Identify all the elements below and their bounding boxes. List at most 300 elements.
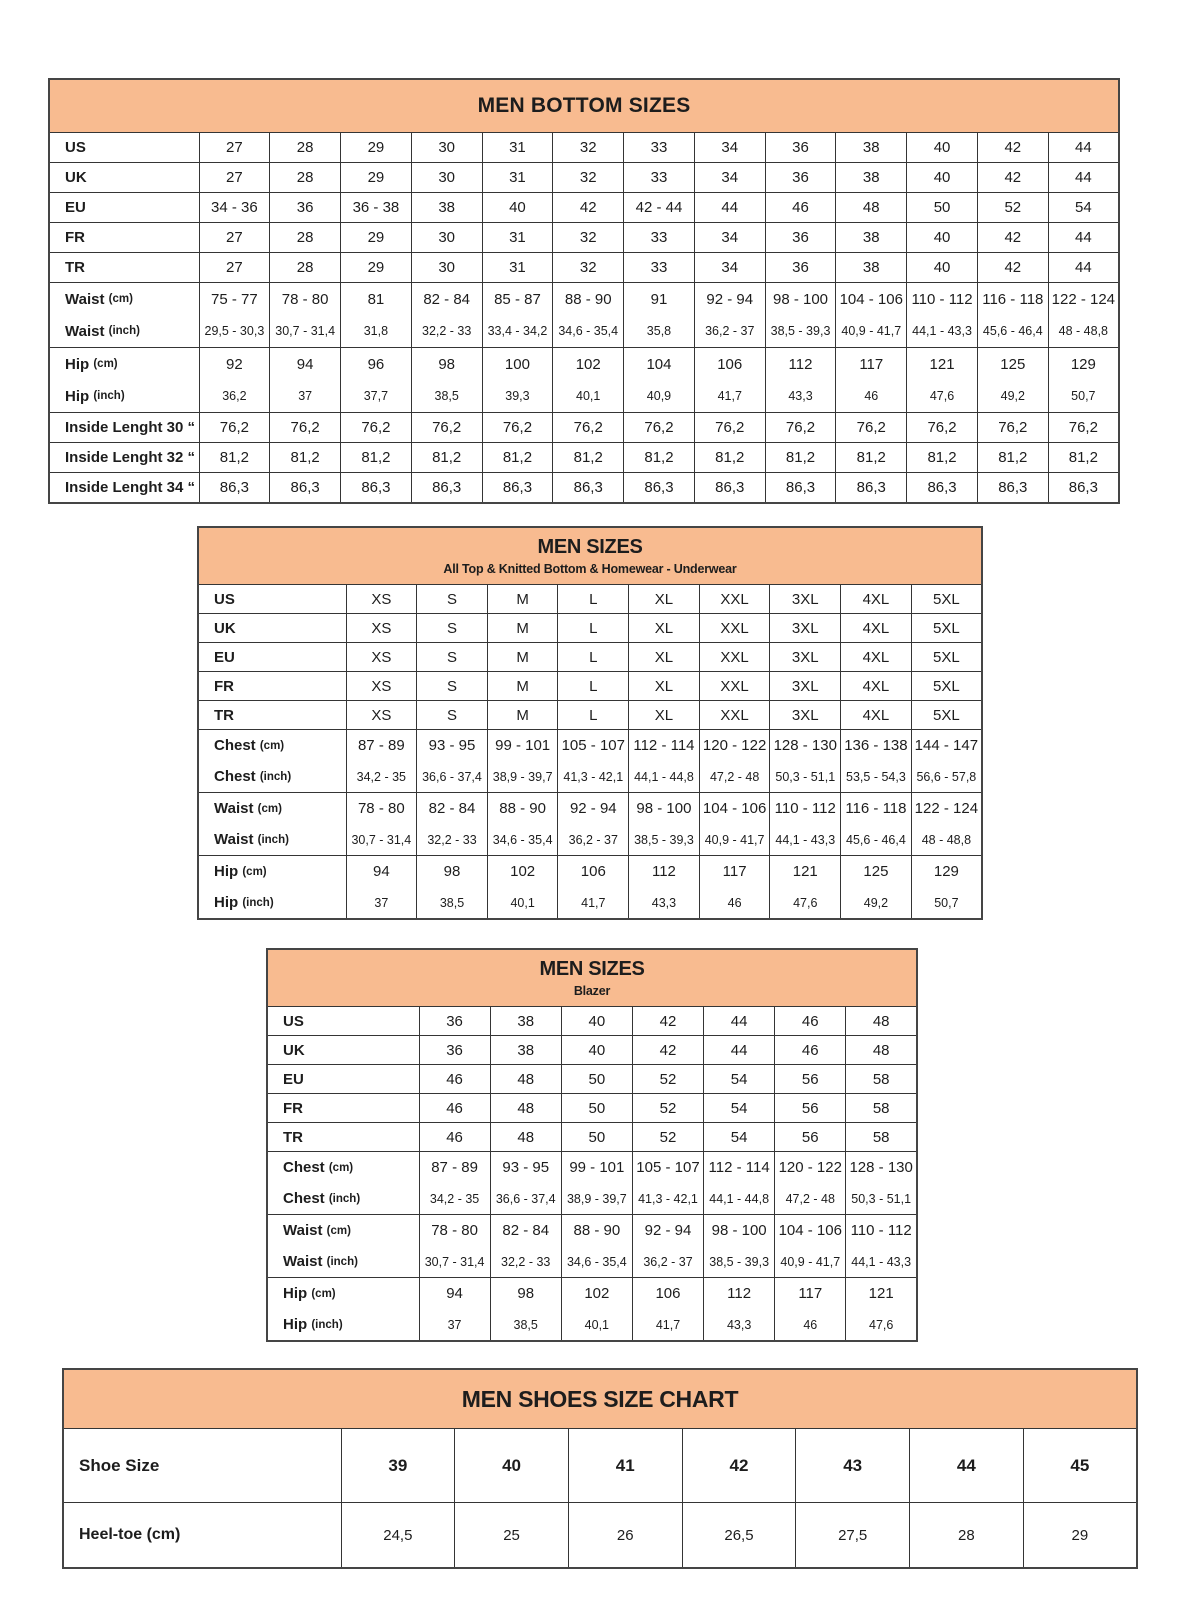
size-cell: 27 xyxy=(199,163,270,193)
size-cell: 76,2 xyxy=(765,413,836,443)
size-cell: 24,5 xyxy=(341,1503,455,1569)
size-cell: 76,2 xyxy=(341,413,412,443)
size-cell: 46 xyxy=(775,1036,846,1065)
size-cell: 112 - 114 44,1 - 44,8 xyxy=(629,730,700,793)
size-cell: 91 35,8 xyxy=(624,283,695,348)
size-cell: 28 xyxy=(270,223,341,253)
size-cell: 94 37 xyxy=(419,1278,490,1342)
row-label: Chest (cm) Chest (inch) xyxy=(198,730,346,793)
size-cell: S xyxy=(417,643,488,672)
size-cell: 34 xyxy=(694,133,765,163)
size-cell: 104 - 106 40,9 - 41,7 xyxy=(699,793,770,856)
size-cell: 86,3 xyxy=(977,473,1048,504)
size-cell: 26,5 xyxy=(682,1503,796,1569)
size-cell: 76,2 xyxy=(624,413,695,443)
size-cell: 48 xyxy=(490,1065,561,1094)
size-cell: S xyxy=(417,585,488,614)
size-cell: 94 37 xyxy=(270,348,341,413)
table-title: MEN BOTTOM SIZES xyxy=(49,79,1119,133)
row-label: FR xyxy=(198,672,346,701)
size-cell: 48 xyxy=(490,1094,561,1123)
size-cell: 104 - 106 40,9 - 41,7 xyxy=(775,1215,846,1278)
men-bottom-sizes xyxy=(48,78,1120,504)
men-bottom-sizes-table xyxy=(48,78,1120,504)
size-cell: 38 xyxy=(411,193,482,223)
size-cell: 129 50,7 xyxy=(1048,348,1119,413)
size-cell: 42 xyxy=(632,1036,703,1065)
size-cell: 33 xyxy=(624,253,695,283)
size-cell: 36 - 38 xyxy=(341,193,412,223)
size-cell: 81,2 xyxy=(836,443,907,473)
size-cell: 81,2 xyxy=(977,443,1048,473)
table-title: MEN SIZES Blazer xyxy=(267,949,917,1007)
size-cell: 41 xyxy=(568,1429,682,1503)
size-cell: 102 40,1 xyxy=(487,856,558,920)
size-cell: 87 - 89 34,2 - 35 xyxy=(346,730,417,793)
size-cell: 76,2 xyxy=(694,413,765,443)
size-cell: 46 xyxy=(765,193,836,223)
size-cell: 104 40,9 xyxy=(624,348,695,413)
size-cell: M xyxy=(487,614,558,643)
size-cell: 100 39,3 xyxy=(482,348,553,413)
size-cell: 50 xyxy=(561,1123,632,1152)
size-cell: 122 - 124 48 - 48,8 xyxy=(1048,283,1119,348)
size-cell: 81,2 xyxy=(270,443,341,473)
row-label: Waist (cm) Waist (inch) xyxy=(267,1215,419,1278)
size-cell: 43 xyxy=(796,1429,910,1503)
size-cell: 136 - 138 53,5 - 54,3 xyxy=(841,730,912,793)
size-cell: 54 xyxy=(704,1065,775,1094)
size-cell: 106 41,7 xyxy=(632,1278,703,1342)
size-cell: 86,3 xyxy=(694,473,765,504)
size-cell: S xyxy=(417,614,488,643)
size-cell: 38 xyxy=(490,1036,561,1065)
size-cell: 34 xyxy=(694,223,765,253)
size-cell: 86,3 xyxy=(199,473,270,504)
size-cell: 86,3 xyxy=(341,473,412,504)
size-cell: 40 xyxy=(907,253,978,283)
size-cell: 30 xyxy=(411,133,482,163)
size-cell: 102 40,1 xyxy=(561,1278,632,1342)
size-cell: 42 xyxy=(977,163,1048,193)
row-label: Inside Lenght 30 “ xyxy=(49,413,199,443)
size-cell: 86,3 xyxy=(482,473,553,504)
size-cell: 42 xyxy=(977,253,1048,283)
size-cell: 81,2 xyxy=(553,443,624,473)
row-label: US xyxy=(198,585,346,614)
size-cell: 4XL xyxy=(841,614,912,643)
size-cell: 112 43,3 xyxy=(765,348,836,413)
size-cell: 128 - 130 50,3 - 51,1 xyxy=(770,730,841,793)
men-shoes-size-chart-table xyxy=(62,1368,1138,1569)
size-cell: 34 - 36 xyxy=(199,193,270,223)
size-cell: 98 38,5 xyxy=(417,856,488,920)
size-cell: 76,2 xyxy=(553,413,624,443)
size-cell: 33 xyxy=(624,223,695,253)
size-cell: 106 41,7 xyxy=(558,856,629,920)
row-label: Hip (cm) Hip (inch) xyxy=(267,1278,419,1342)
size-cell: 81,2 xyxy=(199,443,270,473)
size-cell: 125 49,2 xyxy=(841,856,912,920)
size-cell: 36 xyxy=(765,223,836,253)
size-cell: 125 49,2 xyxy=(977,348,1048,413)
size-cell: 117 46 xyxy=(836,348,907,413)
size-cell: 38 xyxy=(836,163,907,193)
size-cell: 110 - 112 44,1 - 43,3 xyxy=(770,793,841,856)
size-cell: 29 xyxy=(1023,1503,1137,1569)
row-label: UK xyxy=(198,614,346,643)
size-cell: M xyxy=(487,672,558,701)
size-cell: 76,2 xyxy=(977,413,1048,443)
size-cell: 42 xyxy=(632,1007,703,1036)
size-cell: 46 xyxy=(419,1094,490,1123)
size-cell: 93 - 95 36,6 - 37,4 xyxy=(417,730,488,793)
size-cell: 5XL xyxy=(911,643,982,672)
size-cell: XXL xyxy=(699,614,770,643)
size-cell: 104 - 106 40,9 - 41,7 xyxy=(836,283,907,348)
size-cell: 36 xyxy=(419,1036,490,1065)
size-cell: 144 - 147 56,6 - 57,8 xyxy=(911,730,982,793)
men-sizes-top-table xyxy=(197,526,983,920)
size-cell: 86,3 xyxy=(1048,473,1119,504)
size-cell: 129 50,7 xyxy=(911,856,982,920)
size-cell: 32 xyxy=(553,253,624,283)
size-cell: 98 - 100 38,5 - 39,3 xyxy=(629,793,700,856)
size-cell: 44 xyxy=(704,1036,775,1065)
size-cell: 46 xyxy=(419,1123,490,1152)
size-cell: 110 - 112 44,1 - 43,3 xyxy=(846,1215,917,1278)
size-cell: L xyxy=(558,701,629,730)
row-label: Shoe Size xyxy=(63,1429,341,1503)
size-cell: 32 xyxy=(553,133,624,163)
row-label: US xyxy=(267,1007,419,1036)
size-cell: 34 xyxy=(694,253,765,283)
size-cell: 46 xyxy=(419,1065,490,1094)
size-cell: 81,2 xyxy=(765,443,836,473)
size-cell: 40 xyxy=(482,193,553,223)
size-cell: 82 - 84 32,2 - 33 xyxy=(490,1215,561,1278)
size-cell: 29 xyxy=(341,253,412,283)
size-cell: 82 - 84 32,2 - 33 xyxy=(411,283,482,348)
size-cell: 120 - 122 47,2 - 48 xyxy=(775,1152,846,1215)
size-cell: 52 xyxy=(632,1123,703,1152)
size-cell: 40 xyxy=(561,1007,632,1036)
size-cell: 42 xyxy=(682,1429,796,1503)
size-cell: 116 - 118 45,6 - 46,4 xyxy=(841,793,912,856)
row-label: Chest (cm) Chest (inch) xyxy=(267,1152,419,1215)
row-label: FR xyxy=(267,1094,419,1123)
size-cell: XXL xyxy=(699,585,770,614)
size-cell: 3XL xyxy=(770,643,841,672)
size-cell: 40 xyxy=(907,163,978,193)
size-cell: 86,3 xyxy=(270,473,341,504)
size-cell: 28 xyxy=(270,163,341,193)
size-cell: 42 xyxy=(553,193,624,223)
size-cell: 42 - 44 xyxy=(624,193,695,223)
size-cell: 88 - 90 34,6 - 35,4 xyxy=(487,793,558,856)
size-cell: XL xyxy=(629,701,700,730)
size-cell: 40 xyxy=(907,133,978,163)
size-cell: 102 40,1 xyxy=(553,348,624,413)
size-cell: M xyxy=(487,701,558,730)
size-cell: 81,2 xyxy=(694,443,765,473)
size-cell: 92 - 94 36,2 - 37 xyxy=(694,283,765,348)
size-cell: 50 xyxy=(907,193,978,223)
size-cell: 5XL xyxy=(911,672,982,701)
row-label: Inside Lenght 32 “ xyxy=(49,443,199,473)
row-label: Heel-toe (cm) xyxy=(63,1503,341,1569)
size-cell: 76,2 xyxy=(1048,413,1119,443)
size-cell: L xyxy=(558,585,629,614)
size-cell: 88 - 90 34,6 - 35,4 xyxy=(553,283,624,348)
size-cell: 3XL xyxy=(770,672,841,701)
table-title: MEN SHOES SIZE CHART xyxy=(63,1369,1137,1429)
size-cell: XS xyxy=(346,701,417,730)
size-cell: 34 xyxy=(694,163,765,193)
size-cell: 30 xyxy=(411,163,482,193)
row-label: Inside Lenght 34 “ xyxy=(49,473,199,504)
row-label: Waist (cm) Waist (inch) xyxy=(198,793,346,856)
size-cell: S xyxy=(417,672,488,701)
row-label: US xyxy=(49,133,199,163)
size-cell: 105 - 107 41,3 - 42,1 xyxy=(632,1152,703,1215)
size-cell: 38 xyxy=(836,133,907,163)
size-cell: 48 xyxy=(836,193,907,223)
row-label: Hip (cm) Hip (inch) xyxy=(49,348,199,413)
size-cell: 128 - 130 50,3 - 51,1 xyxy=(846,1152,917,1215)
size-cell: XL xyxy=(629,672,700,701)
table-title: MEN SIZES All Top & Knitted Bottom & Homewear - Underwear xyxy=(198,527,982,585)
size-cell: 27 xyxy=(199,253,270,283)
size-cell: XS xyxy=(346,614,417,643)
size-cell: 86,3 xyxy=(411,473,482,504)
size-cell: 48 xyxy=(846,1036,917,1065)
row-label: TR xyxy=(49,253,199,283)
size-cell: 40 xyxy=(455,1429,569,1503)
size-cell: 4XL xyxy=(841,672,912,701)
size-cell: 44 xyxy=(704,1007,775,1036)
size-cell: M xyxy=(487,643,558,672)
size-cell: 38 xyxy=(836,223,907,253)
size-cell: 105 - 107 41,3 - 42,1 xyxy=(558,730,629,793)
size-cell: 121 47,6 xyxy=(907,348,978,413)
size-cell: 112 43,3 xyxy=(629,856,700,920)
size-cell: 3XL xyxy=(770,701,841,730)
size-cell: 3XL xyxy=(770,585,841,614)
size-cell: 5XL xyxy=(911,614,982,643)
size-cell: 5XL xyxy=(911,701,982,730)
size-cell: 81,2 xyxy=(482,443,553,473)
size-cell: 76,2 xyxy=(907,413,978,443)
size-cell: 36 xyxy=(765,163,836,193)
size-cell: 86,3 xyxy=(765,473,836,504)
size-cell: 40 xyxy=(907,223,978,253)
row-label: EU xyxy=(267,1065,419,1094)
size-cell: M xyxy=(487,585,558,614)
size-cell: 50 xyxy=(561,1094,632,1123)
size-cell: L xyxy=(558,614,629,643)
size-cell: 88 - 90 34,6 - 35,4 xyxy=(561,1215,632,1278)
size-cell: 28 xyxy=(270,253,341,283)
size-cell: 78 - 80 30,7 - 31,4 xyxy=(419,1215,490,1278)
size-cell: 36 xyxy=(765,253,836,283)
size-cell: 40 xyxy=(561,1036,632,1065)
size-cell: 87 - 89 34,2 - 35 xyxy=(419,1152,490,1215)
size-cell: 50 xyxy=(561,1065,632,1094)
row-label: Waist (cm) Waist (inch) xyxy=(49,283,199,348)
size-cell: 122 - 124 48 - 48,8 xyxy=(911,793,982,856)
size-cell: 52 xyxy=(977,193,1048,223)
size-cell: 58 xyxy=(846,1123,917,1152)
size-cell: 81,2 xyxy=(411,443,482,473)
size-cell: 54 xyxy=(704,1094,775,1123)
size-cell: 96 37,7 xyxy=(341,348,412,413)
size-cell: XXL xyxy=(699,672,770,701)
size-cell: 86,3 xyxy=(553,473,624,504)
size-cell: 116 - 118 45,6 - 46,4 xyxy=(977,283,1048,348)
size-cell: 31 xyxy=(482,133,553,163)
size-cell: 46 xyxy=(775,1007,846,1036)
men-sizes-blazer-table xyxy=(266,948,918,1342)
row-label: EU xyxy=(198,643,346,672)
size-cell: 92 36,2 xyxy=(199,348,270,413)
size-cell: L xyxy=(558,643,629,672)
size-cell: 85 - 87 33,4 - 34,2 xyxy=(482,283,553,348)
size-cell: 120 - 122 47,2 - 48 xyxy=(699,730,770,793)
size-cell: 98 - 100 38,5 - 39,3 xyxy=(765,283,836,348)
size-cell: 44 xyxy=(1048,163,1119,193)
size-cell: 117 46 xyxy=(699,856,770,920)
size-cell: 28 xyxy=(910,1503,1024,1569)
size-cell: 81,2 xyxy=(1048,443,1119,473)
size-cell: 33 xyxy=(624,163,695,193)
size-cell: 121 47,6 xyxy=(770,856,841,920)
size-cell: 30 xyxy=(411,223,482,253)
size-cell: 29 xyxy=(341,133,412,163)
size-cell: 44 xyxy=(1048,133,1119,163)
size-cell: 4XL xyxy=(841,701,912,730)
size-cell: XL xyxy=(629,643,700,672)
size-cell: XS xyxy=(346,672,417,701)
size-cell: 44 xyxy=(1048,223,1119,253)
size-cell: 36 xyxy=(765,133,836,163)
size-cell: 81,2 xyxy=(341,443,412,473)
size-cell: 75 - 77 29,5 - 30,3 xyxy=(199,283,270,348)
row-label: FR xyxy=(49,223,199,253)
size-cell: 32 xyxy=(553,223,624,253)
men-sizes-blazer xyxy=(266,948,918,1342)
size-cell: 54 xyxy=(1048,193,1119,223)
size-cell: 45 xyxy=(1023,1429,1137,1503)
size-cell: XS xyxy=(346,585,417,614)
size-cell: 76,2 xyxy=(411,413,482,443)
size-cell: 56 xyxy=(775,1123,846,1152)
size-cell: L xyxy=(558,672,629,701)
size-cell: XL xyxy=(629,614,700,643)
size-cell: 48 xyxy=(490,1123,561,1152)
size-cell: 3XL xyxy=(770,614,841,643)
size-cell: XXL xyxy=(699,643,770,672)
size-cell: 32 xyxy=(553,163,624,193)
size-cell: 86,3 xyxy=(907,473,978,504)
size-cell: 76,2 xyxy=(270,413,341,443)
size-cell: 110 - 112 44,1 - 43,3 xyxy=(907,283,978,348)
size-cell: 27,5 xyxy=(796,1503,910,1569)
size-cell: 39 xyxy=(341,1429,455,1503)
size-cell: 44 xyxy=(910,1429,1024,1503)
size-cell: 27 xyxy=(199,223,270,253)
size-cell: 76,2 xyxy=(836,413,907,443)
men-sizes-top-knitted-homewear-underwear xyxy=(197,526,983,920)
size-cell: 52 xyxy=(632,1094,703,1123)
size-cell: 29 xyxy=(341,223,412,253)
size-cell: 30 xyxy=(411,253,482,283)
size-cell: 36 xyxy=(270,193,341,223)
size-cell: 81,2 xyxy=(907,443,978,473)
size-cell: 44 xyxy=(694,193,765,223)
size-cell: 93 - 95 36,6 - 37,4 xyxy=(490,1152,561,1215)
row-label: UK xyxy=(267,1036,419,1065)
size-cell: 27 xyxy=(199,133,270,163)
size-cell: 38 xyxy=(836,253,907,283)
size-cell: 99 - 101 38,9 - 39,7 xyxy=(487,730,558,793)
size-cell: 86,3 xyxy=(624,473,695,504)
size-cell: 112 - 114 44,1 - 44,8 xyxy=(704,1152,775,1215)
size-cell: XS xyxy=(346,643,417,672)
row-label: EU xyxy=(49,193,199,223)
size-cell: 78 - 80 30,7 - 31,4 xyxy=(270,283,341,348)
size-cell: 78 - 80 30,7 - 31,4 xyxy=(346,793,417,856)
size-cell: 31 xyxy=(482,163,553,193)
size-cell: 112 43,3 xyxy=(704,1278,775,1342)
size-cell: 81 31,8 xyxy=(341,283,412,348)
row-label: TR xyxy=(198,701,346,730)
size-cell: 31 xyxy=(482,253,553,283)
size-cell: 5XL xyxy=(911,585,982,614)
size-cell: 76,2 xyxy=(199,413,270,443)
row-label: TR xyxy=(267,1123,419,1152)
size-cell: 36 xyxy=(419,1007,490,1036)
size-cell: 4XL xyxy=(841,585,912,614)
size-cell: 56 xyxy=(775,1065,846,1094)
size-cell: 94 37 xyxy=(346,856,417,920)
size-cell: 42 xyxy=(977,133,1048,163)
size-cell: XL xyxy=(629,585,700,614)
size-cell: 76,2 xyxy=(482,413,553,443)
size-cell: 4XL xyxy=(841,643,912,672)
size-cell: 98 38,5 xyxy=(490,1278,561,1342)
size-cell: 106 41,7 xyxy=(694,348,765,413)
size-cell: 42 xyxy=(977,223,1048,253)
size-cell: 98 38,5 xyxy=(411,348,482,413)
size-cell: 99 - 101 38,9 - 39,7 xyxy=(561,1152,632,1215)
size-cell: 92 - 94 36,2 - 37 xyxy=(632,1215,703,1278)
row-label: UK xyxy=(49,163,199,193)
size-cell: S xyxy=(417,701,488,730)
size-cell: 52 xyxy=(632,1065,703,1094)
size-cell: 92 - 94 36,2 - 37 xyxy=(558,793,629,856)
size-cell: 117 46 xyxy=(775,1278,846,1342)
size-cell: 82 - 84 32,2 - 33 xyxy=(417,793,488,856)
size-cell: XXL xyxy=(699,701,770,730)
size-cell: 121 47,6 xyxy=(846,1278,917,1342)
size-cell: 98 - 100 38,5 - 39,3 xyxy=(704,1215,775,1278)
size-cell: 86,3 xyxy=(836,473,907,504)
size-cell: 28 xyxy=(270,133,341,163)
row-label: Hip (cm) Hip (inch) xyxy=(198,856,346,920)
size-cell: 58 xyxy=(846,1065,917,1094)
size-cell: 44 xyxy=(1048,253,1119,283)
